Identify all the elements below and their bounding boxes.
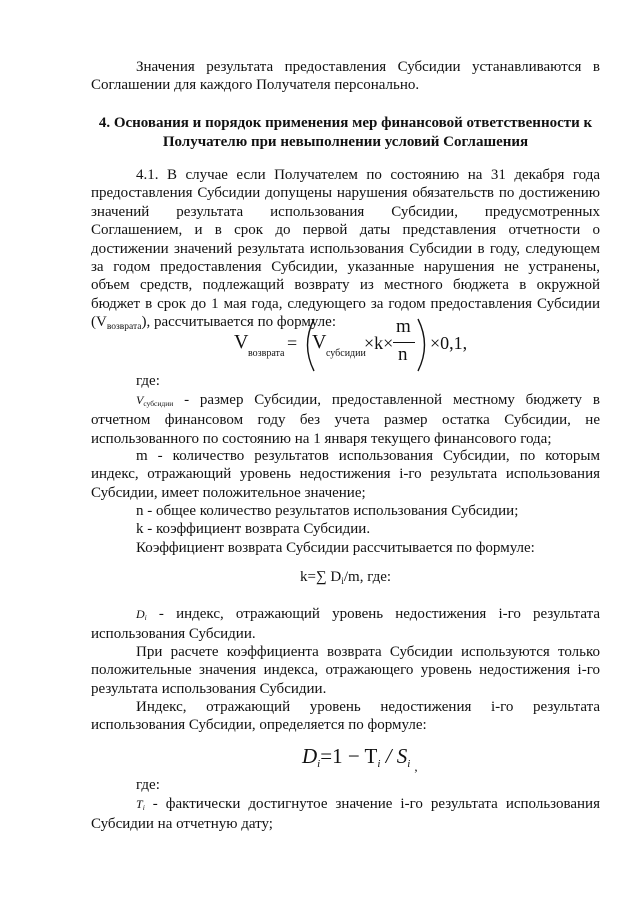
formula1-denominator: n bbox=[398, 344, 408, 365]
formula1-eq: = bbox=[287, 333, 298, 353]
definition-m: m - количество результатов использования Субсидии, по которым индекс, отражающий уровень недостижения i-го результата использования Субсидии, имеет положительное значение; bbox=[91, 448, 600, 501]
formula1-mid: ×k× bbox=[364, 333, 394, 353]
definition-k: k - коэффициент возврата Субсидии. bbox=[136, 521, 371, 537]
t-symbol: T bbox=[136, 797, 143, 811]
formula2-rhs: /m, где: bbox=[343, 569, 392, 585]
k-formula-intro: Коэффициент возврата Субсидии рассчитывается по формуле: bbox=[136, 540, 535, 556]
definition-v-subsidy bbox=[91, 391, 600, 448]
d-symbol: D bbox=[136, 607, 145, 621]
intro-paragraph: Значения результата предоставления Субсидии устанавливаются в Соглашении для каждого Получателя персонально. bbox=[91, 59, 600, 94]
d-symbol-sub: i bbox=[144, 613, 147, 622]
formula1-fraction-bar bbox=[393, 342, 415, 343]
formula3-d: D bbox=[302, 744, 318, 768]
t-definition-text: - фактически достигнутое значение i-го результата использования Субсидии на отчетную дату; bbox=[91, 796, 600, 833]
d-definition-text: - индекс, отражающий уровень недостижения i-го результата использования Субсидии. bbox=[91, 606, 600, 643]
formula1-tail: ×0,1, bbox=[430, 333, 468, 353]
paragraph-4-1 bbox=[91, 166, 600, 337]
formula1-numerator: m bbox=[396, 316, 411, 337]
paragraph-positive-values: При расчете коэффициента возврата Субсидии используются только положительные значения индекса, отражающего уровень недостижения i-го результата использования Субсидии. bbox=[91, 644, 600, 697]
paragraph-4-1-tail: ), рассчитывается по формуле: bbox=[141, 314, 336, 331]
paragraph-4-1-text: 4.1. В случае если Получателем по состоянию на 31 декабря года предоставления Субсидии допущены нарушения обязательств по достижению значений результата использования Субсидии, предусмотренных Соглашением, и в срок до первой даты представления отчетности о достижении значений результата использования Субсидии в году, следующем за годом предоставления Субсидии, указанные нарушения не устранены, объем средств, подлежащий возврату из местного бюджета в окружной бюджет в срок до 1 мая года, следующего за годом предоставления Субсидии (V bbox=[91, 167, 600, 331]
formula1-lhs-sub: возврата bbox=[248, 348, 285, 359]
paragraph-index-formula: Индекс, отражающий уровень недостижения i-го результата использования Субсидии, определяется по формуле: bbox=[91, 699, 600, 734]
paragraph-4-1-subscript: возврата bbox=[106, 322, 142, 333]
v-subsidy-symbol: V bbox=[136, 393, 144, 407]
formula1-v2-sub: субсидии bbox=[326, 348, 366, 359]
formula-k bbox=[300, 568, 391, 588]
where-label-1: где: bbox=[136, 373, 160, 389]
formula3-s-sub: i bbox=[407, 758, 411, 770]
formula2-lhs: k=∑ D bbox=[300, 569, 342, 585]
formula3-slash-s: / S bbox=[380, 744, 408, 768]
t-symbol-sub: i bbox=[142, 803, 145, 812]
formula-d bbox=[302, 744, 418, 774]
definition-n: n - общее количество результатов использования Субсидии; bbox=[136, 503, 519, 519]
formula2-sub: i bbox=[341, 577, 344, 587]
formula1-v2: V bbox=[312, 331, 327, 353]
definition-d bbox=[91, 605, 600, 644]
v-subsidy-definition-text: - размер Субсидии, предоставленной местному бюджету в отчетном финансовом году без учета размер остатка Субсидии, не использованного по состоянию на 1 января текущего финансового года; bbox=[91, 392, 600, 447]
where-label-2: где: bbox=[136, 777, 160, 793]
section-heading: 4. Основания и порядок применения мер финансовой ответственности к Получателю при невыполнении условий Соглашения bbox=[98, 115, 593, 150]
formula3-d-sub: i bbox=[317, 758, 321, 770]
formula1-lhs: V bbox=[234, 331, 249, 353]
formula3-comma: , bbox=[414, 759, 418, 774]
formula3-mid: =1 − T bbox=[320, 744, 378, 768]
definition-t bbox=[91, 795, 600, 834]
formula3-t-sub: i bbox=[377, 758, 381, 770]
v-subsidy-symbol-sub: субсидии bbox=[143, 399, 174, 408]
